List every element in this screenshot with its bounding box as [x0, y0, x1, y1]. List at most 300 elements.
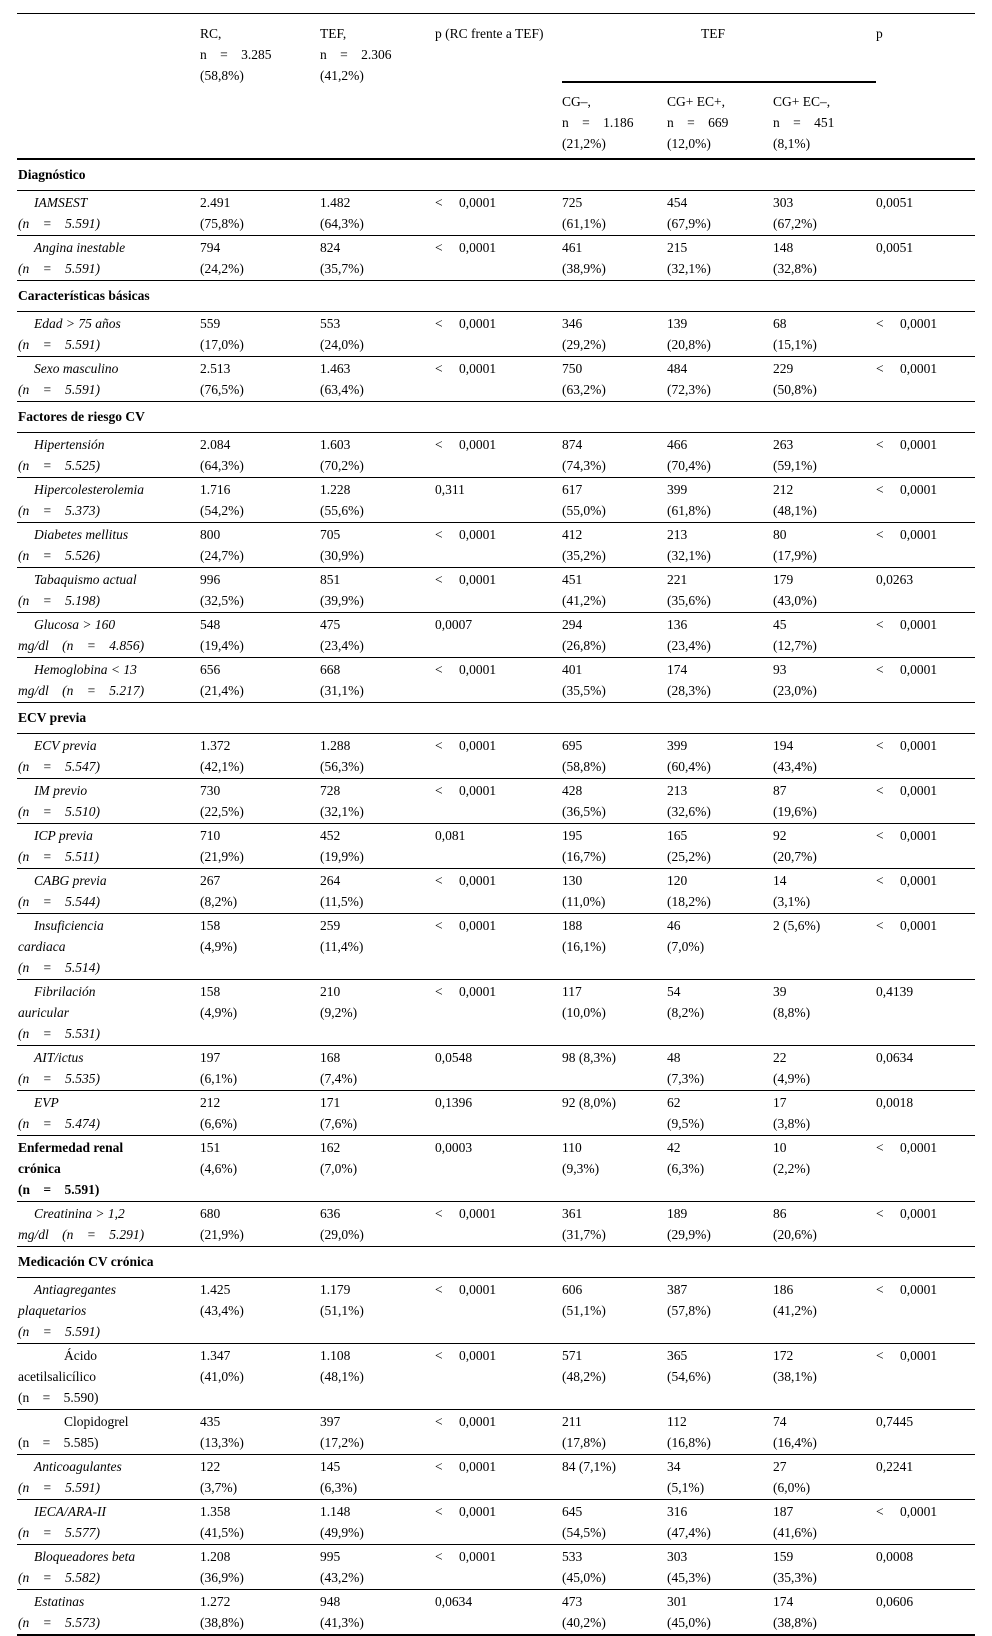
cell-line: 22: [773, 1050, 787, 1065]
cell-cg-positive-ec-positive: [667, 433, 773, 478]
cell-line: 533: [562, 1549, 583, 1564]
cell-cg-positive-ec-positive: [667, 1590, 773, 1636]
cell-tef: [320, 191, 435, 236]
cell-line: (3,1%): [773, 894, 811, 909]
cell-line: 1.179: [320, 1282, 351, 1297]
cell-line: (9,3%): [562, 1161, 600, 1176]
cell-line: < 0,0001: [435, 195, 497, 210]
table-row: [17, 980, 975, 1046]
cell-line: (4,9%): [200, 939, 238, 954]
cell-cg-positive-ec-negative: [773, 1202, 876, 1247]
cell-tef: [320, 1545, 435, 1590]
cell-line: (49,9%): [320, 1525, 364, 1540]
cell-cg-positive-ec-negative: [773, 1590, 876, 1636]
cell-line: (43,0%): [773, 593, 817, 608]
section-row: [17, 703, 975, 734]
cell-line: Antiagregantes: [34, 1282, 116, 1297]
cell-line: 484: [667, 361, 688, 376]
cell-line: 851: [320, 572, 341, 587]
cell-line: 680: [200, 1206, 221, 1221]
cell-rc: [200, 1500, 320, 1545]
cell-line: (29,2%): [562, 337, 606, 352]
cell-tef: [320, 1455, 435, 1500]
row-label: [17, 1136, 200, 1202]
table-row: [17, 869, 975, 914]
cell-line: (n = 5.511): [18, 849, 99, 864]
table-row: [17, 523, 975, 568]
cell-line: < 0,0001: [435, 873, 497, 888]
cell-line: 1.603: [320, 437, 351, 452]
cell-line: (6,0%): [773, 1480, 811, 1495]
cell-line: Edad > 75 años: [34, 316, 121, 331]
cell-rc: [200, 478, 320, 523]
cell-line: 145: [320, 1459, 341, 1474]
cell-line: (74,3%): [562, 458, 606, 473]
cell-line: 189: [667, 1206, 688, 1221]
header-tef-group: TEF: [562, 14, 876, 83]
cell-line: Clopidogrel: [64, 1414, 129, 1429]
cell-line: 728: [320, 783, 341, 798]
cell-line: n = 669: [667, 115, 729, 130]
cell-line: 212: [200, 1095, 221, 1110]
cell-line: (23,4%): [320, 638, 364, 653]
cell-line: Angina inestable: [34, 240, 126, 255]
cell-line: (58,8%): [200, 68, 244, 83]
cell-line: < 0,0001: [876, 873, 938, 888]
cell-line: (32,1%): [667, 261, 711, 276]
row-label: [17, 1590, 200, 1636]
cell-cg-negative: [562, 523, 667, 568]
cell-line: 365: [667, 1348, 688, 1363]
cell-line: CG+ EC–,: [773, 94, 831, 109]
cell-p: [876, 1091, 975, 1136]
cell-line: (16,4%): [773, 1435, 817, 1450]
row-label: [17, 191, 200, 236]
cell-line: (n = 5.535): [18, 1071, 100, 1086]
cell-line: (45,0%): [667, 1615, 711, 1630]
table-header: [17, 14, 975, 160]
cell-line: (45,0%): [562, 1570, 606, 1585]
cell-line: (41,2%): [320, 68, 364, 83]
cell-line: 194: [773, 738, 794, 753]
cell-line: (41,0%): [200, 1369, 244, 1384]
cell-line: < 0,0001: [876, 738, 938, 753]
cell-line: plaquetarios: [18, 1303, 87, 1318]
cell-cg-positive-ec-negative: [773, 357, 876, 402]
cell-cg-positive-ec-negative: [773, 734, 876, 779]
cell-line: (38,8%): [773, 1615, 817, 1630]
cell-line: 34: [667, 1459, 681, 1474]
table-row: [17, 734, 975, 779]
cell-line: IAMSEST: [34, 195, 88, 210]
cell-line: (38,8%): [200, 1615, 244, 1630]
cell-cg-positive-ec-positive: [667, 312, 773, 357]
row-label: [17, 357, 200, 402]
cell-rc: [200, 312, 320, 357]
header-tef: [320, 14, 435, 160]
cell-line: auricular: [18, 1005, 70, 1020]
cell-line: < 0,0001: [435, 316, 497, 331]
cell-line: (13,3%): [200, 1435, 244, 1450]
cell-p-rc-vs-tef: [435, 1091, 562, 1136]
cell-line: 0,7445: [876, 1414, 914, 1429]
row-label: [17, 1410, 200, 1455]
cell-line: Hipertensión: [34, 437, 105, 452]
cell-line: (12,7%): [773, 638, 817, 653]
cell-line: (22,5%): [200, 804, 244, 819]
row-label: [17, 734, 200, 779]
cell-line: (19,9%): [320, 849, 364, 864]
cell-p: [876, 1344, 975, 1410]
cell-line: (n = 5.591): [18, 382, 100, 397]
cell-line: < 0,0001: [435, 1206, 497, 1221]
cell-cg-positive-ec-negative: [773, 779, 876, 824]
cell-line: 705: [320, 527, 341, 542]
cell-cg-positive-ec-positive: [667, 824, 773, 869]
cell-line: 213: [667, 527, 688, 542]
cell-line: 294: [562, 617, 583, 632]
cell-line: (41,2%): [562, 593, 606, 608]
cell-p-rc-vs-tef: [435, 869, 562, 914]
cell-cg-negative: [562, 1410, 667, 1455]
cell-line: (n = 5.573): [18, 1615, 100, 1630]
cell-line: 606: [562, 1282, 583, 1297]
cell-line: (19,6%): [773, 804, 817, 819]
cell-line: (17,0%): [200, 337, 244, 352]
cell-line: (19,4%): [200, 638, 244, 653]
cell-rc: [200, 523, 320, 568]
cell-line: (n = 5.514): [18, 960, 100, 975]
cell-line: (57,8%): [667, 1303, 711, 1318]
cell-line: (42,1%): [200, 759, 244, 774]
cell-line: (n = 5.591): [18, 337, 100, 352]
cell-cg-positive-ec-negative: [773, 980, 876, 1046]
cell-rc: [200, 357, 320, 402]
row-label: [17, 523, 200, 568]
cell-line: (61,1%): [562, 216, 606, 231]
cell-line: (35,5%): [562, 683, 606, 698]
cell-line: < 0,0001: [876, 527, 938, 542]
cell-line: (4,6%): [200, 1161, 238, 1176]
table-row: [17, 1545, 975, 1590]
cell-cg-positive-ec-positive: [667, 869, 773, 914]
cell-rc: [200, 1590, 320, 1636]
cell-p: [876, 734, 975, 779]
cell-p: [876, 613, 975, 658]
table-row: [17, 1278, 975, 1344]
cell-line: (32,8%): [773, 261, 817, 276]
cell-line: (20,6%): [773, 1227, 817, 1242]
row-label: [17, 613, 200, 658]
cell-line: 636: [320, 1206, 341, 1221]
header-cg-negative: [562, 82, 667, 159]
table-row: [17, 914, 975, 980]
cell-line: 0,0051: [876, 195, 914, 210]
row-label: [17, 478, 200, 523]
cell-line: Insuficiencia: [34, 918, 104, 933]
cell-line: (3,7%): [200, 1480, 238, 1495]
cell-line: (n = 5.526): [18, 548, 100, 563]
cell-cg-positive-ec-positive: [667, 1046, 773, 1091]
cell-line: 401: [562, 662, 583, 677]
cell-line: (40,2%): [562, 1615, 606, 1630]
cell-tef: [320, 779, 435, 824]
cell-line: (35,3%): [773, 1570, 817, 1585]
cell-line: (n = 5.591): [18, 216, 100, 231]
cell-tef: [320, 658, 435, 703]
cell-line: 553: [320, 316, 341, 331]
cell-line: (16,1%): [562, 939, 606, 954]
cell-line: 92: [773, 828, 787, 843]
cell-cg-positive-ec-positive: [667, 478, 773, 523]
cell-rc: [200, 1344, 320, 1410]
cell-line: 466: [667, 437, 688, 452]
cell-rc: [200, 1202, 320, 1247]
cell-line: 2.084: [200, 437, 231, 452]
cell-line: (2,2%): [773, 1161, 811, 1176]
cell-cg-negative: [562, 779, 667, 824]
cell-line: < 0,0001: [876, 1206, 938, 1221]
row-label: [17, 1202, 200, 1247]
cell-line: n = 2.306: [320, 47, 392, 62]
cell-line: (n = 5.590): [18, 1390, 99, 1405]
section-row: [17, 1247, 975, 1278]
cell-line: 1.463: [320, 361, 351, 376]
cell-line: 473: [562, 1594, 583, 1609]
table-row: [17, 1590, 975, 1636]
cell-line: < 0,0001: [435, 361, 497, 376]
cell-line: (8,1%): [773, 136, 811, 151]
cell-line: 213: [667, 783, 688, 798]
cell-tef: [320, 357, 435, 402]
cell-cg-negative: [562, 1278, 667, 1344]
cell-line: (11,0%): [562, 894, 606, 909]
cell-line: (16,8%): [667, 1435, 711, 1450]
cell-cg-positive-ec-negative: [773, 1136, 876, 1202]
cell-tef: [320, 1046, 435, 1091]
cell-cg-positive-ec-positive: [667, 568, 773, 613]
cell-line: 301: [667, 1594, 688, 1609]
cell-p-rc-vs-tef: [435, 191, 562, 236]
cell-line: Hemoglobina < 13: [34, 662, 137, 677]
baseline-characteristics-table: [17, 13, 975, 1636]
cell-line: < 0,0001: [435, 1504, 497, 1519]
cell-rc: [200, 869, 320, 914]
cell-line: ECV previa: [34, 738, 97, 753]
cell-rc: [200, 1136, 320, 1202]
cell-line: 996: [200, 572, 221, 587]
cell-line: Bloqueadores beta: [34, 1549, 136, 1564]
cell-cg-negative: [562, 869, 667, 914]
cell-line: (29,0%): [320, 1227, 364, 1242]
cell-p: [876, 191, 975, 236]
row-label: [17, 1455, 200, 1500]
cell-line: (43,4%): [773, 759, 817, 774]
cell-p: [876, 1046, 975, 1091]
cell-line: (n = 5.591): [18, 1480, 100, 1495]
cell-line: acetilsalicílico: [18, 1369, 96, 1384]
cell-tef: [320, 1410, 435, 1455]
cell-line: 159: [773, 1549, 794, 1564]
row-label: [17, 914, 200, 980]
cell-line: IECA/ARA-II: [34, 1504, 106, 1519]
cell-line: 645: [562, 1504, 583, 1519]
cell-line: (63,4%): [320, 382, 364, 397]
cell-p: [876, 523, 975, 568]
cell-cg-positive-ec-positive: [667, 357, 773, 402]
cell-line: (n = 5.591): [18, 1324, 100, 1339]
cell-tef: [320, 613, 435, 658]
cell-p: [876, 236, 975, 281]
cell-line: 158: [200, 918, 221, 933]
cell-cg-negative: [562, 914, 667, 980]
cell-tef: [320, 236, 435, 281]
cell-p: [876, 1590, 975, 1636]
cell-line: (24,2%): [200, 261, 244, 276]
cell-line: 0,0263: [876, 572, 914, 587]
cell-line: (43,4%): [200, 1303, 244, 1318]
cell-line: 168: [320, 1050, 341, 1065]
cell-line: (21,9%): [200, 849, 244, 864]
cell-line: Creatinina > 1,2: [34, 1206, 125, 1221]
cell-line: < 0,0001: [876, 437, 938, 452]
cell-line: 0,0634: [435, 1594, 473, 1609]
cell-line: 0,0548: [435, 1050, 473, 1065]
cell-cg-negative: [562, 980, 667, 1046]
row-label: [17, 433, 200, 478]
cell-line: 1.108: [320, 1348, 351, 1363]
table-row: [17, 191, 975, 236]
cell-line: (48,2%): [562, 1369, 606, 1384]
cell-line: (n = 5.582): [18, 1570, 100, 1585]
cell-cg-positive-ec-negative: [773, 1278, 876, 1344]
cell-line: (59,1%): [773, 458, 817, 473]
cell-line: (3,8%): [773, 1116, 811, 1131]
cell-tef: [320, 914, 435, 980]
cell-p-rc-vs-tef: [435, 1590, 562, 1636]
cell-cg-negative: [562, 236, 667, 281]
cell-line: 475: [320, 617, 341, 632]
cell-line: 0,0051: [876, 240, 914, 255]
cell-line: < 0,0001: [876, 662, 938, 677]
cell-line: 93: [773, 662, 787, 677]
cell-line: 1.347: [200, 1348, 231, 1363]
section-title: Diagnóstico: [18, 167, 86, 182]
cell-cg-negative: [562, 1091, 667, 1136]
row-label: [17, 779, 200, 824]
cell-tef: [320, 1500, 435, 1545]
cell-p-rc-vs-tef: [435, 478, 562, 523]
cell-p: [876, 1410, 975, 1455]
cell-line: (12,0%): [667, 136, 711, 151]
cell-line: < 0,0001: [876, 361, 938, 376]
header-cg-positive-ec-negative: [773, 82, 876, 159]
cell-line: (18,2%): [667, 894, 711, 909]
cell-line: 17: [773, 1095, 787, 1110]
cell-line: 74: [773, 1414, 787, 1429]
cell-line: (7,0%): [667, 939, 705, 954]
cell-line: 259: [320, 918, 341, 933]
cell-line: 172: [773, 1348, 794, 1363]
row-label: [17, 824, 200, 869]
cell-line: 267: [200, 873, 221, 888]
cell-line: 0,311: [435, 482, 465, 497]
cell-p-rc-vs-tef: [435, 1455, 562, 1500]
cell-p-rc-vs-tef: [435, 1046, 562, 1091]
cell-line: 2 (5,6%): [773, 918, 821, 933]
cell-cg-negative: [562, 191, 667, 236]
cell-cg-positive-ec-negative: [773, 914, 876, 980]
cell-cg-negative: [562, 1344, 667, 1410]
cell-line: < 0,0001: [876, 1282, 938, 1297]
cell-line: (30,9%): [320, 548, 364, 563]
cell-tef: [320, 734, 435, 779]
cell-line: (67,2%): [773, 216, 817, 231]
cell-line: (6,3%): [667, 1161, 705, 1176]
cell-line: 148: [773, 240, 794, 255]
cell-line: (20,7%): [773, 849, 817, 864]
table-row: [17, 1410, 975, 1455]
cell-line: 48: [667, 1050, 681, 1065]
section-title: ECV previa: [18, 710, 87, 725]
cell-line: mg/dl (n = 5.217): [18, 683, 145, 698]
cell-line: 165: [667, 828, 688, 843]
cell-line: (23,0%): [773, 683, 817, 698]
cell-line: 263: [773, 437, 794, 452]
cell-line: 397: [320, 1414, 341, 1429]
cell-line: < 0,0001: [435, 1282, 497, 1297]
cell-line: (17,8%): [562, 1435, 606, 1450]
cell-line: 800: [200, 527, 221, 542]
cell-line: (43,2%): [320, 1570, 364, 1585]
cell-line: cardiaca: [18, 939, 66, 954]
cell-cg-positive-ec-negative: [773, 613, 876, 658]
cell-p-rc-vs-tef: [435, 658, 562, 703]
cell-line: 454: [667, 195, 688, 210]
cell-line: (8,2%): [667, 1005, 705, 1020]
cell-line: 824: [320, 240, 341, 255]
cell-line: (38,9%): [562, 261, 606, 276]
table-row: [17, 1344, 975, 1410]
cell-line: (7,6%): [320, 1116, 358, 1131]
table-row: [17, 1136, 975, 1202]
cell-line: 130: [562, 873, 583, 888]
cell-line: crónica: [18, 1161, 61, 1176]
cell-cg-negative: [562, 1590, 667, 1636]
cell-cg-positive-ec-positive: [667, 1410, 773, 1455]
cell-tef: [320, 523, 435, 568]
table-row: [17, 478, 975, 523]
cell-cg-positive-ec-negative: [773, 824, 876, 869]
cell-line: p (RC frente a TEF): [435, 26, 544, 41]
cell-line: 117: [562, 984, 582, 999]
cell-line: (7,4%): [320, 1071, 358, 1086]
cell-tef: [320, 1344, 435, 1410]
row-label: [17, 1278, 200, 1344]
cell-p-rc-vs-tef: [435, 357, 562, 402]
cell-line: 210: [320, 984, 341, 999]
cell-line: (n = 5.585): [18, 1435, 99, 1450]
section-row: [17, 281, 975, 312]
cell-line: (10,0%): [562, 1005, 606, 1020]
cell-line: 120: [667, 873, 688, 888]
cell-p-rc-vs-tef: [435, 980, 562, 1046]
cell-line: (4,9%): [773, 1071, 811, 1086]
cell-line: 0,0007: [435, 617, 473, 632]
cell-line: (7,3%): [667, 1071, 705, 1086]
cell-p-rc-vs-tef: [435, 236, 562, 281]
cell-line: CG–,: [562, 94, 591, 109]
